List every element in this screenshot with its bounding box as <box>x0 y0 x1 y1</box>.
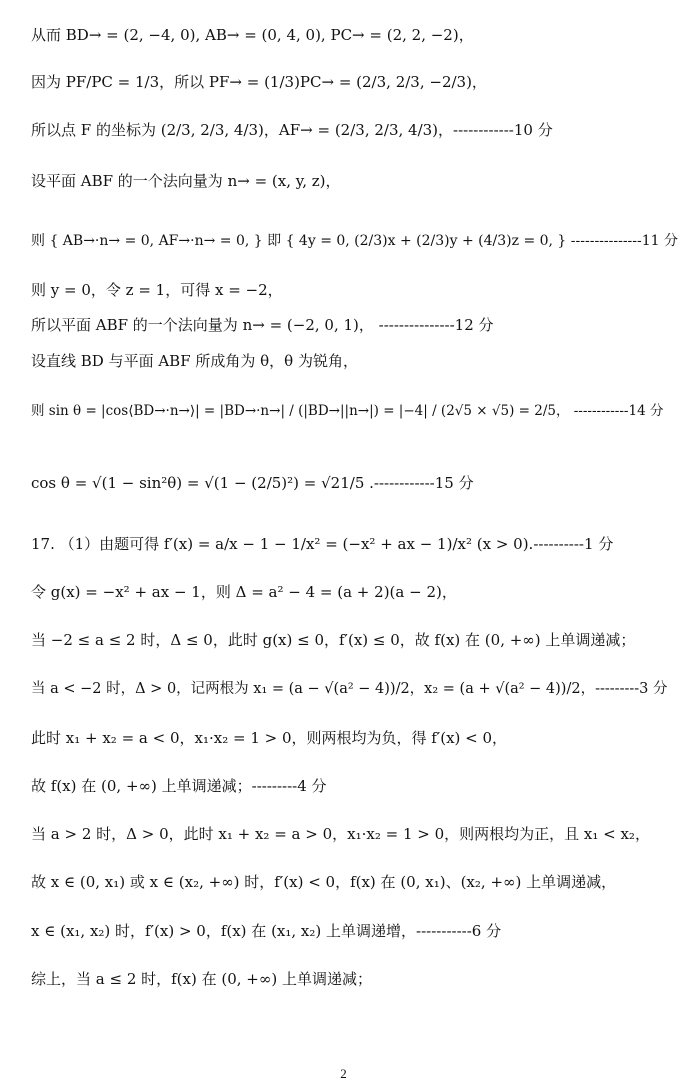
text-line: 设平面 ABF 的一个法向量为 n→ = (x, y, z)， <box>31 172 341 190</box>
text-line: 17. （1）由题可得 f′(x) = a/x − 1 − 1/x² = (−x² + ax − 1)/x² (x > 0).----------1 分 <box>31 535 614 553</box>
text-line: 当 a > 2 时，Δ > 0，此时 x₁ + x₂ = a > 0，x₁·x₂ = 1 > 0，则两根均为正，且 x₁ < x₂， <box>31 825 650 843</box>
text-line: 故 f(x) 在 (0, +∞) 上单调递减；---------4 分 <box>31 777 327 795</box>
text-line: 从而 BD→ = (2, −4, 0), AB→ = (0, 4, 0), PC→ = (2, 2, −2)， <box>31 26 474 44</box>
page-number: 2 <box>340 1066 347 1081</box>
text-line: 综上，当 a ≤ 2 时，f(x) 在 (0, +∞) 上单调递减； <box>31 970 372 988</box>
text-line: 因为 PF/PC = 1/3，所以 PF→ = (1/3)PC→ = (2/3, 2/3, −2/3)， <box>31 73 487 91</box>
text-line: 则 sin θ = |cos⟨BD→·n→⟩| = |BD→·n→| / (|BD→||n→|) = |−4| / (2√5 × √5) = 2/5， ------------14 分 <box>31 403 664 419</box>
text-line: x ∈ (x₁, x₂) 时，f′(x) > 0，f(x) 在 (x₁, x₂) 上单调递增，-----------6 分 <box>31 922 502 940</box>
text-line: 则 y = 0，令 z = 1，可得 x = −2， <box>31 281 283 299</box>
text-line: 此时 x₁ + x₂ = a < 0，x₁·x₂ = 1 > 0，则两根均为负，得 f′(x) < 0， <box>31 729 508 747</box>
text-line: 所以平面 ABF 的一个法向量为 n→ = (−2, 0, 1)， ---------------12 分 <box>31 316 494 334</box>
text-line: cos θ = √(1 − sin²θ) = √(1 − (2/5)²) = √21/5 .------------15 分 <box>31 474 474 492</box>
text-line: 令 g(x) = −x² + ax − 1，则 Δ = a² − 4 = (a + 2)(a − 2)， <box>31 583 457 601</box>
text-line: 故 x ∈ (0, x₁) 或 x ∈ (x₂, +∞) 时，f′(x) < 0，f(x) 在 (0, x₁)、(x₂, +∞) 上单调递减， <box>31 873 617 891</box>
text-line: 设直线 BD 与平面 ABF 所成角为 θ，θ 为锐角， <box>31 352 358 370</box>
text-line: 所以点 F 的坐标为 (2/3, 2/3, 4/3)，AF→ = (2/3, 2/3, 4/3)，------------10 分 <box>31 121 553 139</box>
text-line: 当 −2 ≤ a ≤ 2 时，Δ ≤ 0，此时 g(x) ≤ 0，f′(x) ≤ 0，故 f(x) 在 (0, +∞) 上单调递减； <box>31 631 636 649</box>
text-line: 当 a < −2 时，Δ > 0，记两根为 x₁ = (a − √(a² − 4))/2，x₂ = (a + √(a² − 4))/2，---------3 分 <box>31 681 668 697</box>
text-line: 则 { AB→·n→ = 0, AF→·n→ = 0, } 即 { 4y = 0, (2/3)x + (2/3)y + (4/3)z = 0, } ---------------11 分 <box>31 233 679 249</box>
